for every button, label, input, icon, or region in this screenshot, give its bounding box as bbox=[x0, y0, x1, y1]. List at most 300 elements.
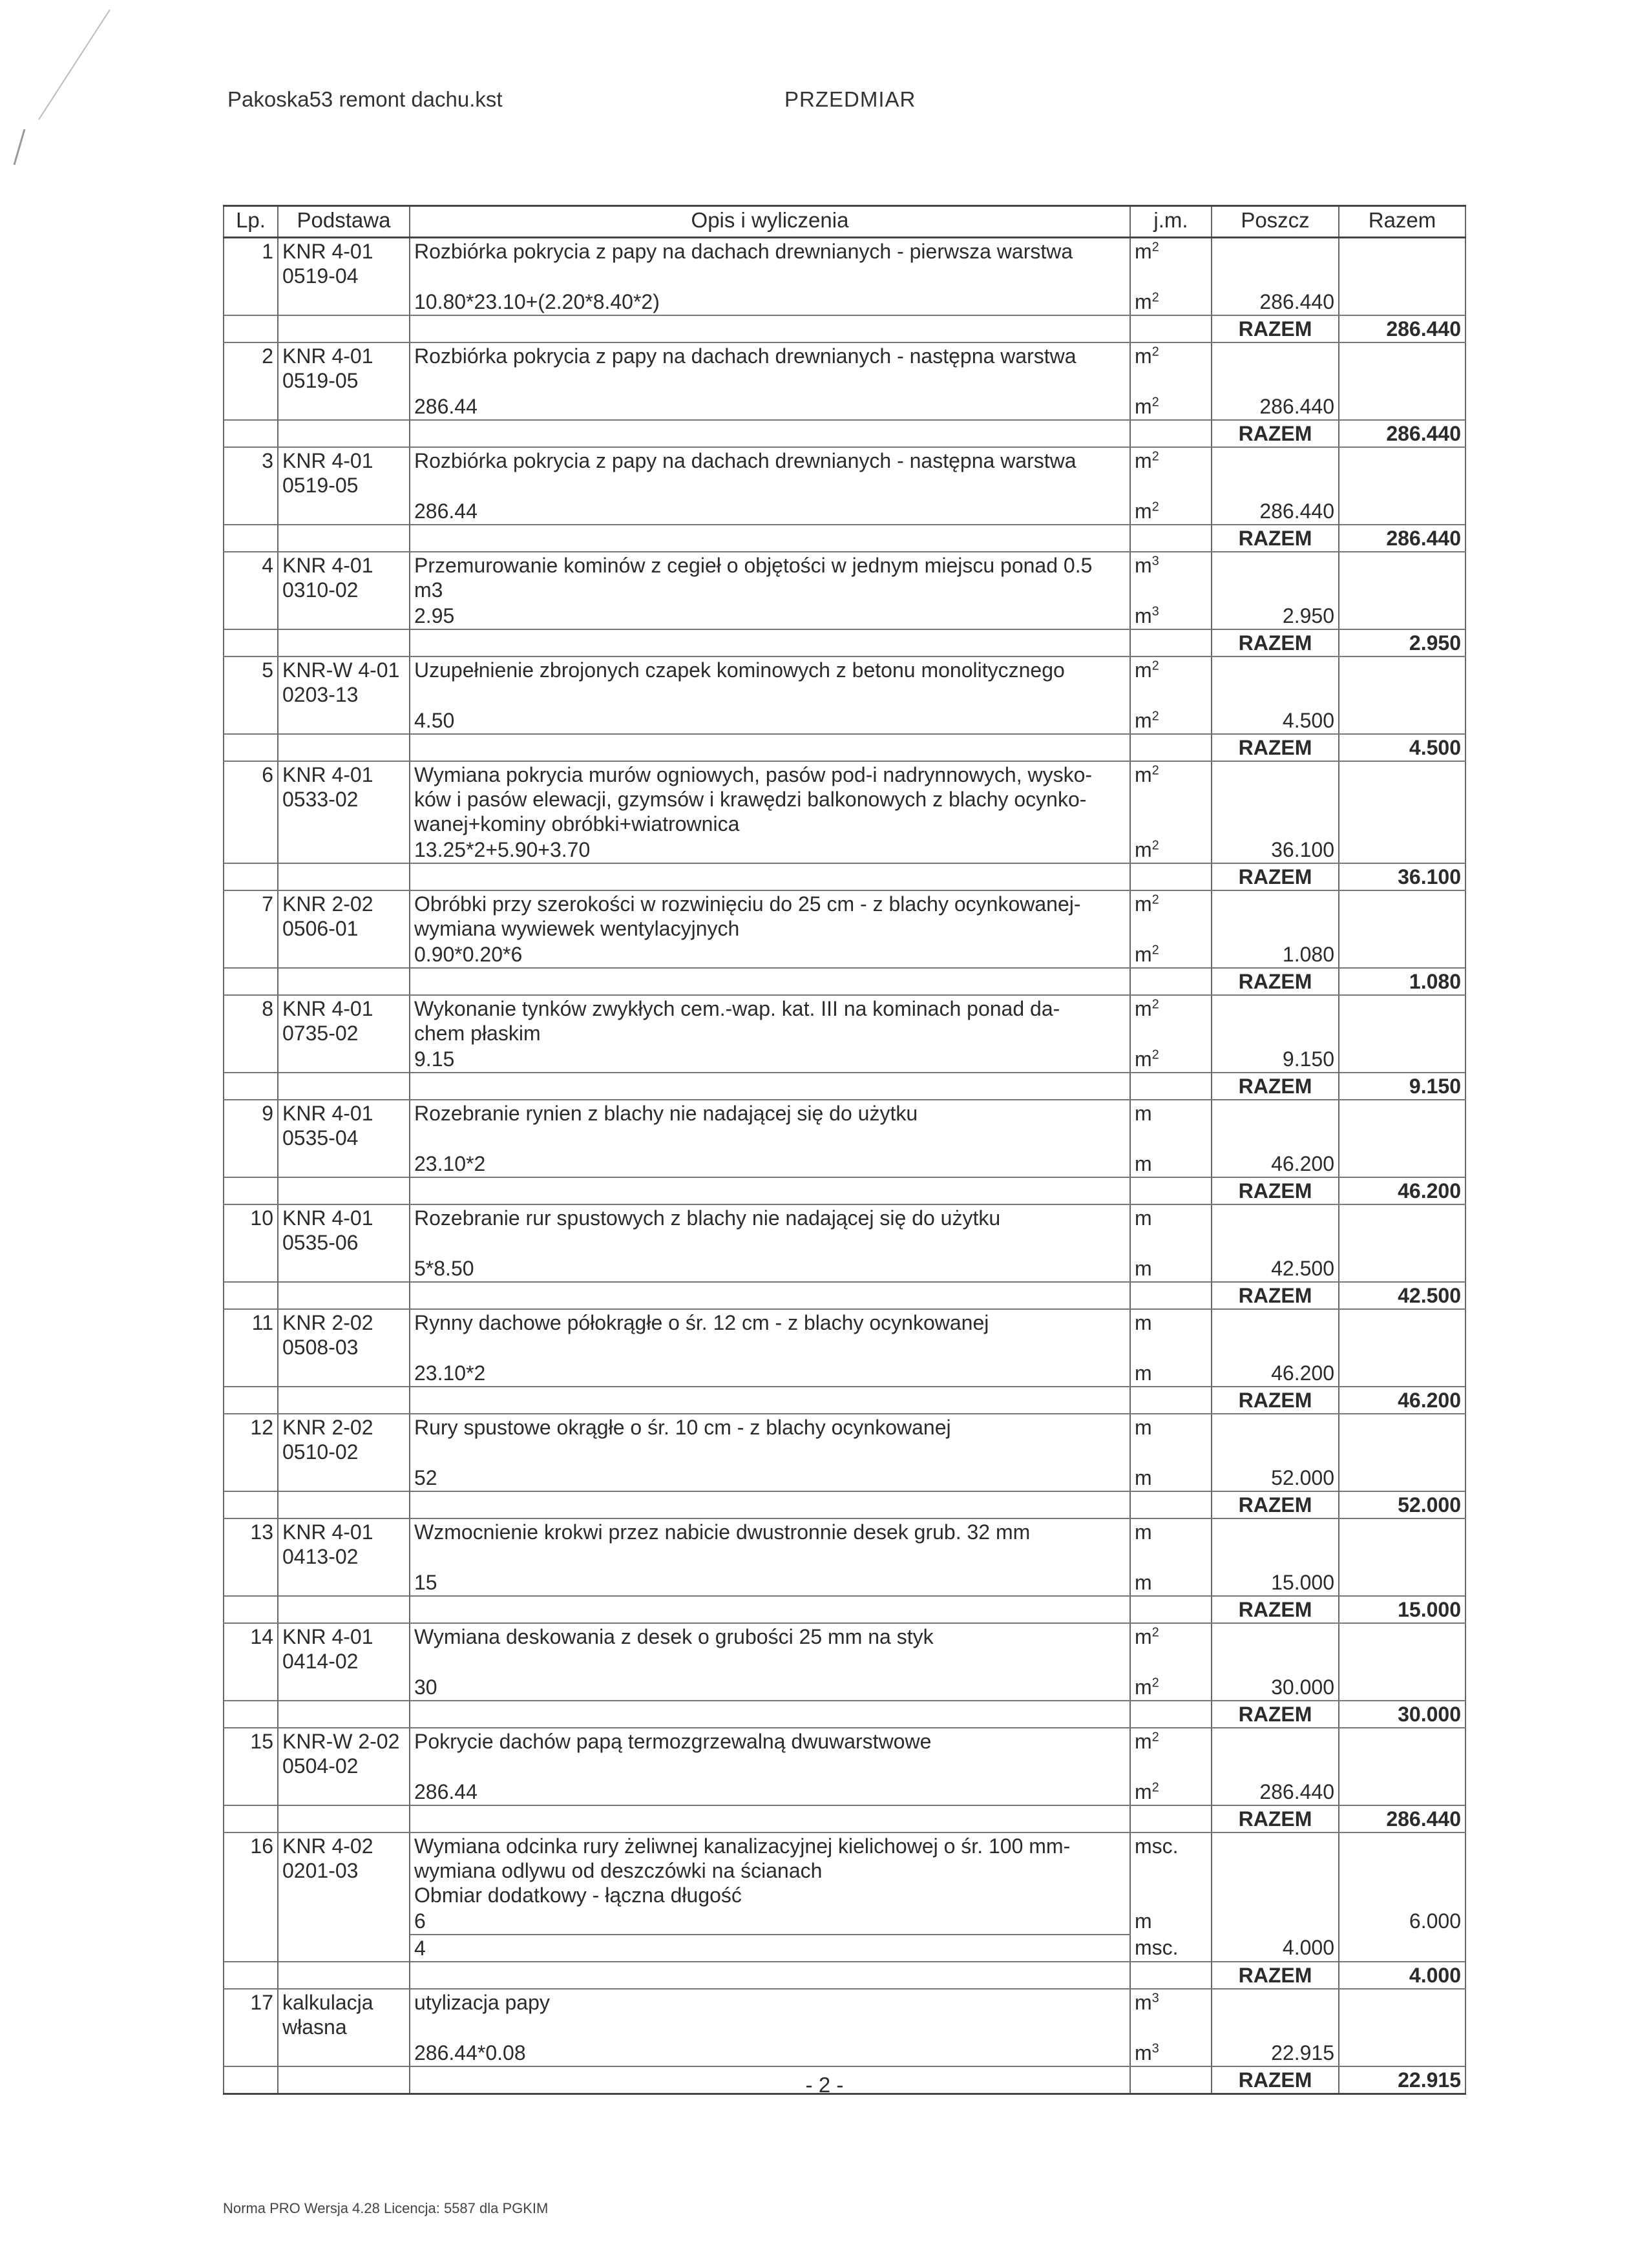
item-razem-empty bbox=[1339, 342, 1465, 394]
item-description bbox=[410, 1832, 1130, 1908]
measure-calculation: 23.10*2 bbox=[410, 1360, 1130, 1387]
sum-desc-empty bbox=[410, 863, 1130, 890]
table-row-sum bbox=[224, 1282, 1465, 1309]
sum-value: 286.440 bbox=[1339, 525, 1465, 552]
description-line: Rozebranie rur spustowych z blachy nie nadającej się do użytku bbox=[414, 1206, 1001, 1230]
unit-base: m bbox=[1135, 1730, 1152, 1753]
measure-basis-empty bbox=[278, 1908, 410, 1935]
item-description bbox=[410, 1204, 1130, 1255]
sum-desc-empty bbox=[410, 1701, 1130, 1728]
measure-poszcz: 9.150 bbox=[1212, 1046, 1339, 1073]
table-row-item bbox=[224, 342, 1465, 394]
item-razem-empty bbox=[1339, 995, 1465, 1046]
item-basis bbox=[278, 1100, 410, 1151]
sum-lp-empty bbox=[224, 315, 278, 342]
measure-razem bbox=[1339, 1465, 1465, 1491]
sum-basis-empty bbox=[278, 1282, 410, 1309]
unit-base: m bbox=[1135, 604, 1152, 627]
measure-lp-empty bbox=[224, 1465, 278, 1491]
item-number: 17 bbox=[224, 1989, 278, 2040]
item-razem-empty bbox=[1339, 447, 1465, 498]
sum-basis-empty bbox=[278, 968, 410, 995]
unit-base: m bbox=[1135, 1520, 1152, 1544]
measure-razem bbox=[1339, 1151, 1465, 1177]
item-number: 8 bbox=[224, 995, 278, 1046]
item-razem-empty bbox=[1339, 656, 1465, 708]
sum-value: 4.500 bbox=[1339, 734, 1465, 761]
measure-poszcz: 2.950 bbox=[1212, 603, 1339, 629]
table-row-sum bbox=[224, 1962, 1465, 1989]
measure-unit bbox=[1130, 1935, 1212, 1962]
sum-value: 36.100 bbox=[1339, 863, 1465, 890]
measure-poszcz: 22.915 bbox=[1212, 2040, 1339, 2066]
sum-unit-empty bbox=[1130, 1596, 1212, 1623]
sum-value: 286.440 bbox=[1339, 315, 1465, 342]
measure-calculation: 4.50 bbox=[410, 708, 1130, 734]
unit-exponent: 2 bbox=[1151, 240, 1159, 255]
basis-line: KNR 4-02 bbox=[282, 1834, 373, 1858]
basis-line: KNR 4-01 bbox=[282, 1520, 373, 1544]
basis-line: KNR 2-02 bbox=[282, 1311, 373, 1334]
sum-value: 15.000 bbox=[1339, 1596, 1465, 1623]
description-line: ków i pasów elewacji, gzymsów i krawędzi balkonowych z blachy ocynko- bbox=[414, 788, 1087, 811]
basis-line: 0535-06 bbox=[282, 1231, 359, 1254]
table-row-measure bbox=[224, 941, 1465, 968]
measure-calculation: 286.44*0.08 bbox=[410, 2040, 1130, 2066]
table-row-item bbox=[224, 1989, 1465, 2040]
item-number: 3 bbox=[224, 447, 278, 498]
table-row-measure bbox=[224, 1570, 1465, 1596]
description-line: Rury spustowe okrągłe o śr. 10 cm - z blachy ocynkowanej bbox=[414, 1416, 951, 1439]
table-row-measure bbox=[224, 603, 1465, 629]
unit-exponent: 2 bbox=[1151, 997, 1159, 1012]
sum-label: RAZEM bbox=[1212, 1491, 1339, 1518]
item-basis bbox=[278, 552, 410, 603]
item-unit bbox=[1130, 447, 1212, 498]
sum-desc-empty bbox=[410, 315, 1130, 342]
sum-label: RAZEM bbox=[1212, 863, 1339, 890]
basis-line: 0414-02 bbox=[282, 1650, 359, 1673]
sum-basis-empty bbox=[278, 1596, 410, 1623]
sum-label: RAZEM bbox=[1212, 1962, 1339, 1989]
measure-unit bbox=[1130, 1779, 1212, 1805]
item-unit bbox=[1130, 1518, 1212, 1570]
sum-value: 9.150 bbox=[1339, 1073, 1465, 1100]
sum-value: 1.080 bbox=[1339, 968, 1465, 995]
measure-basis-empty bbox=[278, 1779, 410, 1805]
sum-value: 286.440 bbox=[1339, 420, 1465, 447]
measure-lp-empty bbox=[224, 289, 278, 315]
table-row-item bbox=[224, 1204, 1465, 1255]
measure-razem bbox=[1339, 1935, 1465, 1962]
description-line: Obmiar dodatkowy - łączna długość bbox=[414, 1884, 742, 1907]
unit-base: m bbox=[1135, 290, 1152, 313]
item-number: 14 bbox=[224, 1623, 278, 1674]
measure-lp-empty bbox=[224, 1779, 278, 1805]
unit-base: m bbox=[1135, 1466, 1152, 1489]
measure-lp-empty bbox=[224, 1570, 278, 1596]
basis-line: 0533-02 bbox=[282, 788, 359, 811]
sum-unit-empty bbox=[1130, 1701, 1212, 1728]
sum-unit-empty bbox=[1130, 1962, 1212, 1989]
item-description bbox=[410, 656, 1130, 708]
item-number: 13 bbox=[224, 1518, 278, 1570]
item-description bbox=[410, 238, 1130, 289]
table-row-measure bbox=[224, 1465, 1465, 1491]
table-row-item bbox=[224, 238, 1465, 289]
item-basis bbox=[278, 238, 410, 289]
description-line: Uzupełnienie zbrojonych czapek kominowych z betonu monolitycznego bbox=[414, 658, 1065, 682]
sum-value: 22.915 bbox=[1339, 2066, 1465, 2094]
table-row-measure bbox=[224, 1255, 1465, 1282]
unit-base: m bbox=[1135, 943, 1152, 966]
measure-basis-empty bbox=[278, 1360, 410, 1387]
measure-razem bbox=[1339, 1674, 1465, 1701]
item-razem-empty bbox=[1339, 1832, 1465, 1908]
measure-poszcz: 286.440 bbox=[1212, 289, 1339, 315]
measure-poszcz: 42.500 bbox=[1212, 1255, 1339, 1282]
measure-calculation: 30 bbox=[410, 1674, 1130, 1701]
item-unit bbox=[1130, 890, 1212, 941]
unit-base: m bbox=[1135, 709, 1152, 732]
item-number: 2 bbox=[224, 342, 278, 394]
unit-exponent: 2 bbox=[1151, 290, 1159, 305]
item-poszcz-empty bbox=[1212, 1989, 1339, 2040]
unit-exponent: 3 bbox=[1151, 2041, 1159, 2056]
basis-line: 0504-02 bbox=[282, 1754, 359, 1778]
item-description bbox=[410, 761, 1130, 837]
table-row-measure bbox=[224, 1151, 1465, 1177]
description-line: Wymiana odcinka rury żeliwnej kanalizacyjnej kielichowej o śr. 100 mm- bbox=[414, 1834, 1071, 1858]
item-razem-empty bbox=[1339, 890, 1465, 941]
unit-exponent: 2 bbox=[1151, 658, 1159, 673]
sum-basis-empty bbox=[278, 629, 410, 656]
table-row-item bbox=[224, 1414, 1465, 1465]
measure-razem bbox=[1339, 1570, 1465, 1596]
table-row-measure bbox=[224, 1360, 1465, 1387]
sum-lp-empty bbox=[224, 863, 278, 890]
item-unit bbox=[1130, 1204, 1212, 1255]
unit-base: m bbox=[1135, 344, 1152, 368]
measure-poszcz: 286.440 bbox=[1212, 394, 1339, 420]
col-header-poszcz: Poszcz bbox=[1212, 206, 1339, 238]
description-line: Pokrycie dachów papą termozgrzewalną dwuwarstwowe bbox=[414, 1730, 932, 1753]
document-file-name: Pakoska53 remont dachu.kst bbox=[227, 87, 503, 111]
table-row-item bbox=[224, 890, 1465, 941]
col-header-podstawa: Podstawa bbox=[278, 206, 410, 238]
page-number: - 2 - bbox=[805, 2073, 844, 2097]
sum-basis-empty bbox=[278, 1805, 410, 1832]
unit-exponent: 2 bbox=[1151, 838, 1159, 853]
measure-poszcz: 286.440 bbox=[1212, 1779, 1339, 1805]
sum-unit-empty bbox=[1130, 1805, 1212, 1832]
item-razem-empty bbox=[1339, 1623, 1465, 1674]
item-basis bbox=[278, 890, 410, 941]
sum-lp-empty bbox=[224, 1962, 278, 1989]
item-unit bbox=[1130, 1728, 1212, 1779]
basis-line: 0201-03 bbox=[282, 1859, 359, 1882]
item-basis bbox=[278, 1832, 410, 1908]
sum-unit-empty bbox=[1130, 1282, 1212, 1309]
description-line: Rozebranie rynien z blachy nie nadającej się do użytku bbox=[414, 1102, 918, 1125]
table-row-sum bbox=[224, 863, 1465, 890]
measure-calculation: 13.25*2+5.90+3.70 bbox=[410, 837, 1130, 863]
item-poszcz-empty bbox=[1212, 447, 1339, 498]
unit-exponent: 2 bbox=[1151, 943, 1159, 958]
sum-lp-empty bbox=[224, 1177, 278, 1204]
document-title: PRZEDMIAR bbox=[784, 87, 916, 111]
measure-basis-empty bbox=[278, 1151, 410, 1177]
table-row-sum bbox=[224, 968, 1465, 995]
sum-desc-empty bbox=[410, 629, 1130, 656]
sum-unit-empty bbox=[1130, 734, 1212, 761]
item-number: 9 bbox=[224, 1100, 278, 1151]
unit-base: m bbox=[1135, 554, 1152, 577]
item-razem-empty bbox=[1339, 552, 1465, 603]
item-description bbox=[410, 1100, 1130, 1151]
item-number: 7 bbox=[224, 890, 278, 941]
measure-poszcz: 4.500 bbox=[1212, 708, 1339, 734]
item-description bbox=[410, 1309, 1130, 1360]
table-row-sum bbox=[224, 1491, 1465, 1518]
item-unit bbox=[1130, 238, 1212, 289]
basis-line: KNR 4-01 bbox=[282, 1625, 373, 1648]
unit-base: m bbox=[1135, 499, 1152, 523]
sum-value: 46.200 bbox=[1339, 1387, 1465, 1414]
measure-unit bbox=[1130, 603, 1212, 629]
basis-line: 0506-01 bbox=[282, 917, 359, 940]
item-number: 6 bbox=[224, 761, 278, 837]
measure-calculation: 15 bbox=[410, 1570, 1130, 1596]
col-header-razem: Razem bbox=[1339, 206, 1465, 238]
item-number: 4 bbox=[224, 552, 278, 603]
measure-poszcz: 52.000 bbox=[1212, 1465, 1339, 1491]
description-line: Wymiana pokrycia murów ogniowych, pasów pod-i nadrynnowych, wysko- bbox=[414, 763, 1093, 786]
table-row-item bbox=[224, 552, 1465, 603]
measure-basis-empty bbox=[278, 708, 410, 734]
measure-calculation: 4 bbox=[410, 1935, 1130, 1962]
measure-basis-empty bbox=[278, 498, 410, 525]
sum-lp-empty bbox=[224, 629, 278, 656]
sum-value: 2.950 bbox=[1339, 629, 1465, 656]
unit-base: m bbox=[1135, 892, 1152, 916]
sum-value: 286.440 bbox=[1339, 1805, 1465, 1832]
sum-label: RAZEM bbox=[1212, 1073, 1339, 1100]
unit-exponent: 2 bbox=[1151, 1047, 1159, 1062]
sum-basis-empty bbox=[278, 734, 410, 761]
unit-exponent: 2 bbox=[1151, 1780, 1159, 1795]
description-line: Rozbiórka pokrycia z papy na dachach drewnianych - następna warstwa bbox=[414, 344, 1077, 368]
unit-exponent: 2 bbox=[1151, 1675, 1159, 1690]
description-line: Przemurowanie kominów z cegieł o objętości w jednym miejscu ponad 0.5 bbox=[414, 554, 1093, 577]
table-row-item bbox=[224, 1100, 1465, 1151]
measure-unit bbox=[1130, 941, 1212, 968]
table-row-measure bbox=[224, 498, 1465, 525]
measure-lp-empty bbox=[224, 1935, 278, 1962]
measure-poszcz bbox=[1212, 1908, 1339, 1935]
table-row-measure bbox=[224, 2040, 1465, 2066]
description-line: Rynny dachowe półokrągłe o śr. 12 cm - z blachy ocynkowanej bbox=[414, 1311, 989, 1334]
measure-lp-empty bbox=[224, 394, 278, 420]
item-poszcz-empty bbox=[1212, 1518, 1339, 1570]
sum-label: RAZEM bbox=[1212, 1596, 1339, 1623]
scan-edge-mark bbox=[6, 6, 116, 168]
item-description bbox=[410, 1623, 1130, 1674]
measure-razem bbox=[1339, 837, 1465, 863]
measure-lp-empty bbox=[224, 1674, 278, 1701]
sum-lp-empty bbox=[224, 734, 278, 761]
basis-line: KNR 4-01 bbox=[282, 1206, 373, 1230]
sum-label: RAZEM bbox=[1212, 1282, 1339, 1309]
sum-unit-empty bbox=[1130, 629, 1212, 656]
unit-exponent: 2 bbox=[1151, 1625, 1159, 1640]
basis-line: KNR 4-01 bbox=[282, 1102, 373, 1125]
unit-exponent: 3 bbox=[1151, 604, 1159, 619]
item-unit bbox=[1130, 656, 1212, 708]
item-razem-empty bbox=[1339, 1989, 1465, 2040]
table-row-measure bbox=[224, 1908, 1465, 1935]
basis-line: 0413-02 bbox=[282, 1545, 359, 1568]
measure-unit bbox=[1130, 1570, 1212, 1596]
basis-line: 0535-04 bbox=[282, 1126, 359, 1150]
unit-exponent: 2 bbox=[1151, 395, 1159, 410]
basis-line: KNR 4-01 bbox=[282, 763, 373, 786]
sum-value: 4.000 bbox=[1339, 1962, 1465, 1989]
measure-unit bbox=[1130, 1151, 1212, 1177]
item-unit bbox=[1130, 761, 1212, 837]
sum-label: RAZEM bbox=[1212, 1177, 1339, 1204]
measure-basis-empty bbox=[278, 837, 410, 863]
software-footer: Norma PRO Wersja 4.28 Licencja: 5587 dla PGKIM bbox=[223, 2200, 549, 2216]
sum-basis-empty bbox=[278, 1491, 410, 1518]
sum-unit-empty bbox=[1130, 1387, 1212, 1414]
sum-basis-empty bbox=[278, 1073, 410, 1100]
sum-value: 30.000 bbox=[1339, 1701, 1465, 1728]
sum-unit-empty bbox=[1130, 968, 1212, 995]
measure-calculation: 10.80*23.10+(2.20*8.40*2) bbox=[410, 289, 1130, 315]
item-unit bbox=[1130, 995, 1212, 1046]
basis-line: KNR 4-01 bbox=[282, 997, 373, 1020]
measure-lp-empty bbox=[224, 1151, 278, 1177]
measure-basis-empty bbox=[278, 941, 410, 968]
description-line: m3 bbox=[414, 578, 443, 602]
basis-line: KNR 4-01 bbox=[282, 344, 373, 368]
measure-unit bbox=[1130, 1360, 1212, 1387]
description-line: Rozbiórka pokrycia z papy na dachach drewnianych - następna warstwa bbox=[414, 449, 1077, 472]
unit-exponent: 3 bbox=[1151, 554, 1159, 569]
sum-value: 42.500 bbox=[1339, 1282, 1465, 1309]
item-poszcz-empty bbox=[1212, 1728, 1339, 1779]
measure-calculation: 9.15 bbox=[410, 1046, 1130, 1073]
item-unit bbox=[1130, 1989, 1212, 2040]
description-line: utylizacja papy bbox=[414, 1991, 550, 2014]
item-number: 15 bbox=[224, 1728, 278, 1779]
item-poszcz-empty bbox=[1212, 1414, 1339, 1465]
item-description bbox=[410, 1989, 1130, 2040]
item-poszcz-empty bbox=[1212, 656, 1339, 708]
sum-label: RAZEM bbox=[1212, 629, 1339, 656]
table-row-measure bbox=[224, 1674, 1465, 1701]
sum-label: RAZEM bbox=[1212, 315, 1339, 342]
item-unit bbox=[1130, 1414, 1212, 1465]
measure-basis-empty bbox=[278, 2040, 410, 2066]
unit-base: m bbox=[1135, 658, 1152, 682]
col-header-lp: Lp. bbox=[224, 206, 278, 238]
sum-desc-empty bbox=[410, 734, 1130, 761]
item-razem-empty bbox=[1339, 1518, 1465, 1570]
item-description bbox=[410, 552, 1130, 603]
sum-unit-empty bbox=[1130, 1177, 1212, 1204]
measure-unit bbox=[1130, 1674, 1212, 1701]
item-unit bbox=[1130, 1623, 1212, 1674]
col-header-jm: j.m. bbox=[1130, 206, 1212, 238]
measure-calculation: 23.10*2 bbox=[410, 1151, 1130, 1177]
item-basis bbox=[278, 1623, 410, 1674]
sum-basis-empty bbox=[278, 1177, 410, 1204]
table-row-measure bbox=[224, 1046, 1465, 1073]
unit-base: m bbox=[1135, 1047, 1152, 1071]
unit-exponent: 2 bbox=[1151, 499, 1159, 514]
sum-basis-empty bbox=[278, 1701, 410, 1728]
measure-lp-empty bbox=[224, 1046, 278, 1073]
basis-line: kalkulacja bbox=[282, 1991, 373, 2014]
measure-lp-empty bbox=[224, 708, 278, 734]
measure-razem bbox=[1339, 1255, 1465, 1282]
item-poszcz-empty bbox=[1212, 995, 1339, 1046]
sum-unit-empty bbox=[1130, 420, 1212, 447]
sum-lp-empty bbox=[224, 420, 278, 447]
item-razem-empty bbox=[1339, 1309, 1465, 1360]
item-poszcz-empty bbox=[1212, 342, 1339, 394]
sum-unit-empty bbox=[1130, 1491, 1212, 1518]
basis-line: KNR-W 4-01 bbox=[282, 658, 400, 682]
item-poszcz-empty bbox=[1212, 1100, 1339, 1151]
item-number: 1 bbox=[224, 238, 278, 289]
unit-base: m bbox=[1135, 1311, 1152, 1334]
description-line: wymiana wywiewek wentylacyjnych bbox=[414, 917, 740, 940]
sum-desc-empty bbox=[410, 1596, 1130, 1623]
basis-line: własna bbox=[282, 2015, 347, 2039]
item-poszcz-empty bbox=[1212, 1623, 1339, 1674]
sum-desc-empty bbox=[410, 968, 1130, 995]
description-line: Wzmocnienie krokwi przez nabicie dwustronnie desek grub. 32 mm bbox=[414, 1520, 1031, 1544]
item-description bbox=[410, 995, 1130, 1046]
sum-unit-empty bbox=[1130, 863, 1212, 890]
unit-base: m bbox=[1135, 1571, 1152, 1594]
table-row-measure bbox=[224, 837, 1465, 863]
unit-base: m bbox=[1135, 997, 1152, 1020]
sum-lp-empty bbox=[224, 1805, 278, 1832]
description-line: Obróbki przy szerokości w rozwinięciu do 25 cm - z blachy ocynkowanej- bbox=[414, 892, 1081, 916]
table-row-item bbox=[224, 1309, 1465, 1360]
basis-line: KNR 2-02 bbox=[282, 892, 373, 916]
item-basis bbox=[278, 1989, 410, 2040]
measure-lp-empty bbox=[224, 603, 278, 629]
table-row-sum bbox=[224, 1073, 1465, 1100]
basis-line: 0519-04 bbox=[282, 264, 359, 288]
measure-razem bbox=[1339, 394, 1465, 420]
item-description bbox=[410, 1414, 1130, 1465]
unit-exponent: 2 bbox=[1151, 709, 1159, 724]
measure-lp-empty bbox=[224, 1360, 278, 1387]
unit-exponent: 3 bbox=[1151, 1991, 1159, 2006]
unit-base: m bbox=[1135, 1102, 1152, 1125]
sum-label: RAZEM bbox=[1212, 1387, 1339, 1414]
table-row-measure bbox=[224, 1779, 1465, 1805]
measure-calculation: 286.44 bbox=[410, 394, 1130, 420]
basis-line: KNR 4-01 bbox=[282, 449, 373, 472]
measure-unit bbox=[1130, 1908, 1212, 1935]
